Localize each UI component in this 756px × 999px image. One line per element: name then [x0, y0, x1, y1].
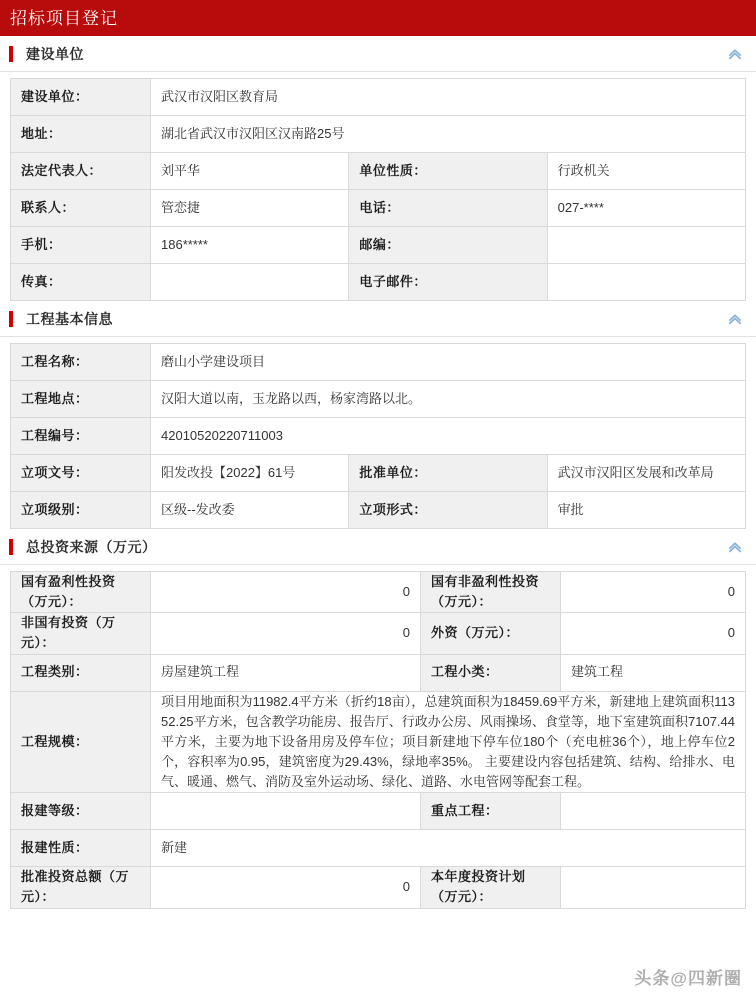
row-value: 磨山小学建设项目 — [151, 344, 746, 381]
row-label-2: 电子邮件： — [349, 264, 547, 301]
row-label: 工程编号： — [11, 418, 151, 455]
row-value-2 — [561, 793, 746, 830]
row-label: 报建性质： — [11, 830, 151, 867]
section-header-project-basic-info[interactable] — [0, 301, 756, 337]
row-value-2: 0 — [561, 572, 746, 613]
section-header-construction-unit[interactable] — [0, 36, 756, 72]
row-label-2: 单位性质： — [349, 153, 547, 190]
row-label-2: 重点工程： — [421, 793, 561, 830]
row-label: 手机： — [11, 227, 151, 264]
section-title-total-investment-source: 总投资来源（万元） — [26, 538, 157, 555]
row-label-2: 立项形式： — [349, 492, 547, 529]
row-value-2: 武汉市汉阳区发展和改革局 — [547, 455, 745, 492]
row-value: 汉阳大道以南，玉龙路以西，杨家湾路以北。 — [151, 381, 746, 418]
row-value: 房屋建筑工程 — [151, 654, 421, 691]
row-value: 186***** — [151, 227, 349, 264]
section-project-basic-info — [0, 301, 756, 529]
table-row — [11, 793, 746, 830]
row-label-2: 外资（万元）： — [421, 613, 561, 654]
row-label-2: 电话： — [349, 190, 547, 227]
row-label: 批准投资总额（万元）： — [11, 867, 151, 908]
row-label: 法定代表人： — [11, 153, 151, 190]
section-accent-bar — [9, 46, 13, 62]
row-label: 工程名称： — [11, 344, 151, 381]
page-title: 招标项目登记 — [10, 8, 118, 28]
row-value-2 — [547, 227, 745, 264]
table-row — [11, 867, 746, 908]
row-label: 非国有投资（万元）： — [11, 613, 151, 654]
watermark: 头条@四新圈 — [634, 969, 742, 988]
table-row — [11, 418, 746, 455]
table-row — [11, 613, 746, 654]
row-value: 0 — [151, 572, 421, 613]
section-accent-bar — [9, 311, 13, 327]
table-wrap-project-basic-info — [0, 337, 756, 529]
table-row — [11, 654, 746, 691]
row-value: 0 — [151, 613, 421, 654]
row-value-2: 建筑工程 — [561, 654, 746, 691]
table-construction-unit — [10, 78, 746, 301]
row-value: 湖北省武汉市汉阳区汉南路25号 — [151, 116, 746, 153]
section-total-investment-source — [0, 529, 756, 909]
row-label: 传真： — [11, 264, 151, 301]
row-label: 工程规模： — [11, 691, 151, 793]
table-row-project-scale — [11, 691, 746, 793]
section-header-total-investment-source[interactable] — [0, 529, 756, 565]
table-row — [11, 153, 746, 190]
table-row — [11, 264, 746, 301]
table-wrap-total-investment-source — [0, 565, 756, 909]
table-project-basic-info — [10, 343, 746, 529]
row-value-2 — [547, 264, 745, 301]
row-label: 建设单位： — [11, 79, 151, 116]
row-label: 立项文号： — [11, 455, 151, 492]
row-label: 工程类别： — [11, 654, 151, 691]
section-title-project-basic-info: 工程基本信息 — [26, 310, 113, 327]
row-value — [151, 793, 421, 830]
row-label-2: 工程小类： — [421, 654, 561, 691]
table-row — [11, 79, 746, 116]
row-label-2: 本年度投资计划（万元）： — [421, 867, 561, 908]
row-label-2: 邮编： — [349, 227, 547, 264]
row-value: 刘平华 — [151, 153, 349, 190]
table-total-investment-source — [10, 571, 746, 909]
row-label: 联系人： — [11, 190, 151, 227]
row-label-2: 批准单位： — [349, 455, 547, 492]
row-value-2 — [561, 867, 746, 908]
row-value-2: 027-**** — [547, 190, 745, 227]
section-accent-bar — [9, 539, 13, 555]
section-construction-unit — [0, 36, 756, 301]
table-row — [11, 492, 746, 529]
row-label: 地址： — [11, 116, 151, 153]
row-label: 工程地点： — [11, 381, 151, 418]
table-row — [11, 830, 746, 867]
table-row — [11, 190, 746, 227]
row-label-2: 国有非盈利性投资（万元）： — [421, 572, 561, 613]
row-value: 42010520220711003 — [151, 418, 746, 455]
row-value-2: 0 — [561, 613, 746, 654]
row-value-2: 审批 — [547, 492, 745, 529]
table-row — [11, 344, 746, 381]
row-label: 报建等级： — [11, 793, 151, 830]
row-value: 0 — [151, 867, 421, 908]
table-row — [11, 572, 746, 613]
section-title-construction-unit: 建设单位 — [26, 45, 84, 62]
double-chevron-up-icon[interactable] — [726, 538, 744, 556]
table-row — [11, 116, 746, 153]
row-value: 阳发改投【2022】61号 — [151, 455, 349, 492]
row-label: 立项级别： — [11, 492, 151, 529]
row-value: 武汉市汉阳区教育局 — [151, 79, 746, 116]
row-label: 国有盈利性投资（万元）： — [11, 572, 151, 613]
row-value: 管恋捷 — [151, 190, 349, 227]
row-value-project-scale: 项目用地面积为11982.4平方米（折约18亩），总建筑面积为18459.69平方米，新建地上建筑面积11352.25平方米，包含教学功能房、报告厅、行政办公房、风雨操场、食堂等，地下室建筑面积7107.44平方米，主要为地下设备用房及停车位；项目新建地下停车位180个（充电桩36个），地上停车位2个，容积率为0.95，建筑密度为29.43%，绿地率35%。 主要建设内容包括建筑、结构、给排水、电气、暖通、燃气、消防及室外运动场、绿化、道路、水电管网等配套工程。 — [151, 691, 746, 793]
row-value — [151, 264, 349, 301]
row-value-2: 行政机关 — [547, 153, 745, 190]
double-chevron-up-icon[interactable] — [726, 45, 744, 63]
table-row — [11, 227, 746, 264]
table-row — [11, 381, 746, 418]
table-row — [11, 455, 746, 492]
row-value: 新建 — [151, 830, 746, 867]
page-title-bar — [0, 0, 756, 36]
double-chevron-up-icon[interactable] — [726, 310, 744, 328]
table-wrap-construction-unit — [0, 72, 756, 301]
row-value: 区级--发改委 — [151, 492, 349, 529]
